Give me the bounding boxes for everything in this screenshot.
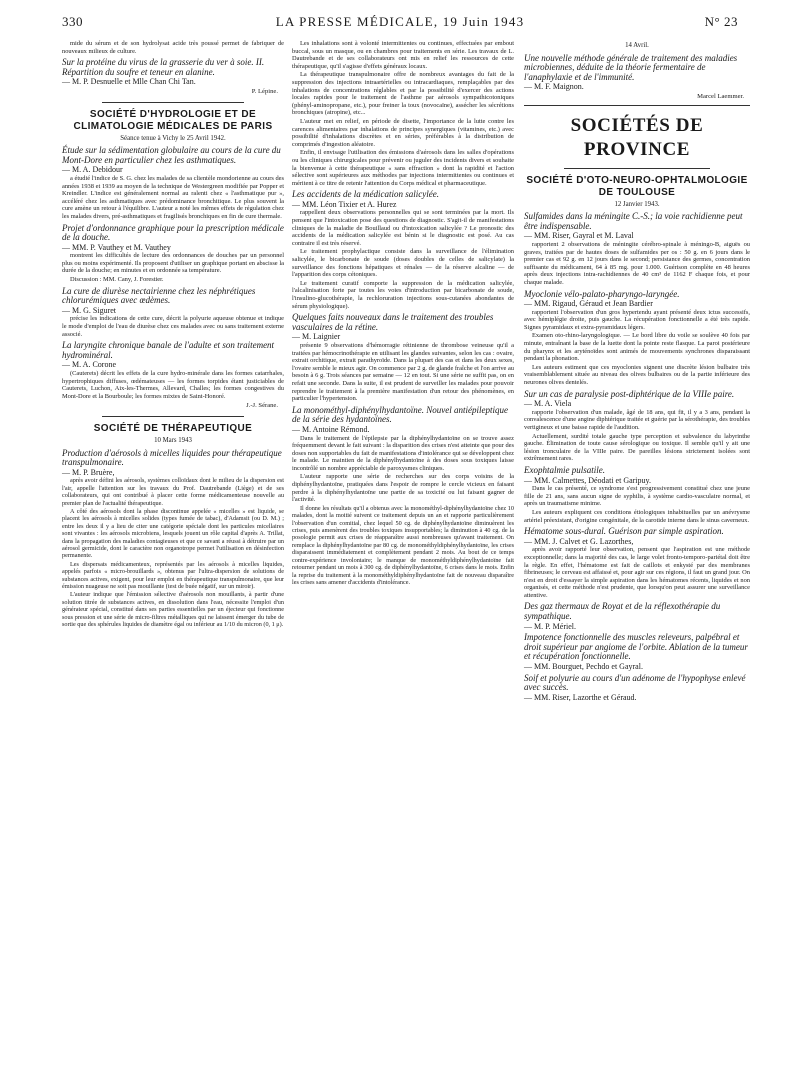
article-title: La laryngite chronique banale de l'adulte et son traitement hydrominéral. xyxy=(62,340,275,360)
article-author: — MM. Bourguet, Pechdo et Gayral. xyxy=(524,662,643,672)
journal-title: LA PRESSE MÉDICALE, 19 Juin 1943 xyxy=(275,14,525,29)
paragraph: Les dispersats médicamenteux, représentés par les aérosols à micelles liquides, appelés parfois « micro-brouillards », obtenus par l'ultra-dispersion de solutions de substances actives, exigent, pour leur emploi en thérapeutique transpulmonaire, que leur émission nuageuse ne soit pas mouillante (test de buée négatif, sur un miroir). xyxy=(62,560,284,591)
article-author: — MM. Rigaud, Géraud et Jean Bardier xyxy=(524,299,653,309)
paragraph: montrent les difficultés de lecture des ordonnances de douches par un personnel plus ou moins expérimenté. Ils proposent d'utiliser un graphique portant en abscisse la durée de la douche; en minutes et en ordonnée sa température. xyxy=(62,252,284,275)
page-number: 330 xyxy=(62,14,83,29)
paragraph: Dans le cas présenté, ce syndrome s'est progressivement constitué chez une jeune fille de 21 ans, sans aucun signe de syphilis, à système cardio-vasculaire normal, et après un traumatisme minime. xyxy=(524,485,750,508)
paragraph: après avoir rapporté leur observation, pensent que l'aspiration est une méthode exceptionnelle; dans la majorité des cas, le large volet fronto-temporo-pariétal doit être la règle. En effet, l'hématome est fait de caillots et enkysté par des membranes fibrineuses; le cerveau est affaissé et, pour agir sur ces régions, il faut un grand jour. On n'est en droit d'essayer la simple aspiration dans les hématomes récents, liquides et non organisés, et cette méthode n'est prudente, que lorsqu'on peut assurer une surveillance attentive. xyxy=(524,546,750,599)
paragraph: rappellent deux observations personnelles qui se sont terminées par la mort. Ils pensent que l'intoxication pose des questions de diagnostic. S'agit-il de manifestations cliniques de la maladie de Bouillaud ou d'intoxication salicylée ? Le pronostic des accidents de la médication salicylée est bénin si le diagnostic est posé. Au cas contraire il est très réservé. xyxy=(292,209,514,247)
divider xyxy=(102,102,244,103)
paragraph: L'auteur rapporte une série de recherches sur des corps voisins de la diphénylhydantoïne, pratiquées dans l'espoir de rompre le cercle vicieux en faisant perdre à la diphénylhydantoïne une partie de sa toxicité ou lui faisant gagner de l'activité. xyxy=(292,473,514,504)
article-author: — MM. P. Vauthey et M. Vauthey xyxy=(62,242,171,252)
article-author: — M. G. Siguret xyxy=(62,305,116,315)
divider xyxy=(102,416,244,417)
article-title: Les accidents de la médication salicylée. xyxy=(292,189,439,200)
paragraph: (Cauterets) décrit les effets de la cure hydro-minérale dans les formes catarrhales, hypertrophiques diffuses, œdémateuses — les formes torpides étant justiciables de Cauterets, Luchon, Aix-les-Thermes, Allevard, Challes; les formes congestives du Mont-Dore et la Bourboule; les formes mixtes de Saint-Honoré. xyxy=(62,370,284,400)
paragraph: Dans le traitement de l'épilepsie par la diphénylhydantoïne on se trouve assez fréquemment devant le fait suivant : la disparition des crises n'est atteinte que pour des doses non supportables du fait de manifestations d'intolérance qui se développent chez le malade. Le maintien de la diphénylhydantoïne à des doses sous toxiques laisse incontrôlé un nombre appréciable de paroxysmes cliniques. xyxy=(292,434,514,472)
article-title: Sulfamides dans la méningite C.-S.; la voie rachidienne peut être indispensable. xyxy=(524,211,743,231)
paragraph: Le traitement curatif comporte la suppression de la médication salicylée, l'alcalinisation forte par toutes les voies d'introduction par bicarbonate de soude, l'insulino-glucothérapie, la rechloruration injections sous-cutanées abondantes de sérum physiologique). xyxy=(292,279,514,310)
article-author: — MM. Riser, Gayral et M. Laval xyxy=(524,231,634,241)
article-title: Une nouvelle méthode générale de traitement des maladies microbiennes, déduite de la théorie fermentaire de l'anaphylaxie et de l'immunité. xyxy=(524,52,738,82)
article-title: Soif et polyurie au cours d'un adénome de l'hypophyse enlevé avec succès. xyxy=(524,672,746,693)
signature: Marcel Laemmer. xyxy=(697,92,744,100)
article-title: Sur un cas de paralysie post-diphtérique de la VIIIe paire. xyxy=(524,388,735,399)
paragraph: La thérapeutique transpulmonaire offre de nombreux avantages du fait de la suppression des injections intraartérielles ou intracardiaques, remplaçables par des inhalations de concentrations réglables et par la possibilité d'exercer des actions locales rapides pour le traitement de l'asthme par aérosols sympathicotoniques (phényl-aminopropane, etc.), pour freiner la toux (novocaïne), assécher les sécrétions bronchiques (atropine), etc... xyxy=(292,71,514,117)
paragraph: A côté des aérosols dont la phase discontinue appelée « micelles » est liquide, se placent les aérosols à micelles solides (types fumée de tabac), d'Adamsit (ou D. M.) ; entre les deux il y a lieu de citer une catégorie spéciale dont les particules micellaires sont vivantes : les aérosols microbiens, lesquels jouent un rôle capital d'après A. Trillat, dans la propagation des maladies contagieuses et que ce savant a réussi à détruire par un aérosol germicide, dont le caractère non organotrope permet l'utilisation en désinfection permanente. xyxy=(62,507,284,560)
column-left xyxy=(62,40,284,629)
session-date: 12 Janvier 1943. xyxy=(614,200,660,208)
article-author: — M. Antoine Rémond. xyxy=(292,424,370,434)
article-title: Des gaz thermaux de Royat et de la réflexothérapie du sympathique. xyxy=(524,601,721,622)
paragraph: Il donne les résultats qu'il a obtenus avec la monométhyl-diphénylhydantoïne chez 10 malades, dont la moitié suivent ce traitement depuis un an et rapporte particulièrement l'observation d'un comitial, chez lequel 50 cg. de diphénylhydantoïne diminuèrent les crises, puis amenèrent des troubles toxiques insupportables; la diminution à 40 cg. de la posologie permit aux crises de réapparaître aussi nombreuses qu'avant traitement. On remplace la diphénylhydantoïne par 80 cg. de monométhyldiphénylhydantoïne, les crises disparaissent immédiatement et complètement pendant 2 mois. Au bout de ce temps contre-expérience involontaire; le manque de monométhyldiphénylhydantoïne fait retourner pendant un mois à 300 cg. de diphénylhydantoïne, 6 crises dans le mois. Enfin la reprise du traitement à la monométhyldiphénylhydantoïne fait de nouveau disparaître les crises sans amener d'accidents d'intolérance. xyxy=(292,504,514,586)
paragraph: mide du sérum et de son hydrolysat acide très poussé permet de fabriquer de nouveaux milieux de culture. xyxy=(62,40,284,55)
article-author: — M. P. Desnuelle et Mlle Chan Chi Tan. xyxy=(62,77,196,87)
article-author: — M. F. Maignon. xyxy=(524,82,584,92)
divider xyxy=(524,105,750,106)
article-title: Myoclonie vélo-palato-pharyngo-laryngée. xyxy=(524,288,680,299)
paragraph: précise les indications de cette cure, décrit la polyurie aqueuse obtenue et indique le mode d'emploi de l'eau de diurèse chez ces malades avec ou sans traitement externe associé. xyxy=(62,315,284,338)
article-author: — M. A. Debidour xyxy=(62,165,123,175)
column-middle xyxy=(292,40,514,587)
article-title: Sur la protéine du virus de la grasserie du ver à soie. II. Répartition du soufre et teneur en alanine. xyxy=(62,57,265,77)
article-author: — MM. J. Calvet et G. Lazorthes, xyxy=(524,536,634,546)
article-title: Hématome sous-dural. Guérison par simple aspiration. xyxy=(524,526,724,537)
section-heading: SOCIÉTÉ D'HYDROLOGIE ET DE CLIMATOLOGIE MÉDICALES DE PARIS xyxy=(73,108,273,132)
paragraph: rapporte l'observation d'un malade, âgé de 18 ans, qui fit, il y a 3 ans, pendant la convalescence d'une angine diphtérique traitée et guérie par la sérothérapie, des troubles vertigineux et une baisse rapide de l'audition. xyxy=(524,408,750,431)
paragraph: Actuellement, surdité totale gauche type perception et subvalence du labyrinthe gauche. Élimination de toute cause sérologique ou toxique. Il semble qu'il y ait une lésion tronculaire de la VIIIe paire. De pareilles lésions strictement isolées sont extrêmement rares. xyxy=(524,432,750,463)
article-author: — MM. Léon Tixier et A. Hurez xyxy=(292,199,397,209)
session-date: Séance tenue à Vichy le 25 Avril 1942. xyxy=(120,134,226,142)
article-title: La monométhyl-diphénylhydantoïne. Nouvel antiépileptique de la série des hydantoïnes. xyxy=(292,404,508,425)
article-author: — M. A. Corone xyxy=(62,360,116,370)
section-heading: SOCIÉTÉ D'OTO-NEURO-OPHTALMOLOGIE DE TOULOUSE xyxy=(526,174,748,198)
issue-number: N° 23 xyxy=(704,14,738,29)
article-title: Impotence fonctionnelle des muscles releveurs, palpébral et droit supérieur par angiome de l'orbite. Ablation de la tumeur et récupération fonctionnelle. xyxy=(524,632,748,662)
article-author: — M. P. Bruère, xyxy=(62,467,115,477)
paragraph: Examen oto-rhino-laryngologique. — Le bord libre du voile se soulève 40 fois par minute, entraînant la base de la luette dont la pointe reste flasque. La paroi postérieure du pharynx et les aryténoïdes sont animés de mouvements synchrones disparaissant pendant la phonation. xyxy=(524,332,750,363)
paragraph: après avoir défini les aérosols, systèmes colloïdaux dont le milieu de la dispersion est l'air, appelle l'attention sur les travaux du Prof. Dautrebande (Liège) et de ses collaborateurs, qui ont contribué à placer cette forme médicamenteuse nouvelle au premier plan de l'actualité thérapeutique. xyxy=(62,477,284,507)
paragraph: L'auteur met en relief, en période de disette, l'importance de la lutte contre les carences alimentaires par inhalations de principes synergiques (vitamines, etc.) avec possibilité d'inhalations discrètes et en séries, préférables à la distribution de comprimés d'ingestion aléatoire. xyxy=(292,117,514,148)
article-author: — MM. Riser, Lazorthe et Géraud. xyxy=(524,692,637,702)
article-author: — M. P. Mériel. xyxy=(524,621,576,631)
paragraph: rapportent 2 observations de méningite cérébro-spinale à méningo-B, aiguës ou graves, traitées par de hautes doses de sulfamides per os : 50 g. en 6 jours dans le premier cas et 92 g. en 12 jours dans le second; persistance des germes, concentration suffisante du médicament, 64 à 85 mg. pour 1.000. Guérison complète en 48 heures après deux injections intra-rachidiennes de 40 cm³ de 1162 F chaque fois, et pour chaque malade. xyxy=(524,240,750,286)
page-header xyxy=(62,14,738,36)
session-date: 14 Avril. xyxy=(625,42,649,49)
article-author: — MM. Calmettes, Déodati et Garipuy. xyxy=(524,475,652,485)
section-heading: SOCIÉTÉ DE THÉRAPEUTIQUE xyxy=(93,422,253,434)
column-right xyxy=(524,40,750,702)
paragraph: présente 9 observations d'hémorragie rétinienne de thrombose veineuse qu'il a traitées par hémocrinothérapie en utilisant les glandes suivantes, selon les cas : ovaire, extrait orchitique, extrait parathyroïde. Dans la plupart des cas et dans les deux sexes, l'ovaire semble le mieux agir. On commence par 2 g. de glande fraîche et l'on arrive au besoin à 6 g. Trois séances par semaine — 12 en tout. Si une série ne suffit pas, on en refait une seconde. Dans la suite, il est prudent de surveiller les malades pour pouvoir reprendre le traitement à la première manifestation d'un retour des phénomènes, en particulier l'hypertension. xyxy=(292,341,514,403)
article-author: — M. A. Viela xyxy=(524,399,572,409)
article-title: Projet d'ordonnance graphique pour la prescription médicale de la douche. xyxy=(62,222,284,243)
signature: J.-J. Sérane. xyxy=(246,402,278,410)
article-title: Étude sur la sédimentation globulaire au cours de la cure du Mont-Dore en particulier chez les asthmatiques. xyxy=(62,145,281,165)
article-title: La cure de diurèse nectairienne chez les néphrétiques chlorurémiques avec œdèmes. xyxy=(62,285,256,306)
divider xyxy=(564,168,710,169)
paragraph: Le traitement prophylactique consiste dans la surveillance de l'élimination salicylée, le bicarbonate de soude (doses doubles de celles de salicylate) la surveillance des fonctions hépatiques et rénales — de la réserve alcaline — de l'apparition des corps cétoniques. xyxy=(292,248,514,279)
article-author: — M. Laignier xyxy=(292,332,341,342)
section-banner: SOCIÉTÉS DE PROVINCE xyxy=(570,114,704,160)
paragraph: rapportent l'observation d'un gros hypertendu ayant présenté deux ictus successifs, avec hémiplégie droite, puis gauche. La récupération fonctionnelle a été très rapide. Signes pyramidaux et extra-pyramidaux légers. xyxy=(524,308,750,331)
paragraph: Les auteurs expliquent ces conditions étiologiques inhabituelles par un anévrysme artériel préexistant, d'origine congénitale, de la carotide interne dans le sinus caverneux. xyxy=(524,508,750,524)
paragraph: Enfin, il envisage l'utilisation des émissions d'aérosols dans les salles d'opérations ou les cliniques chirurgicales pour prévenir ou juguler des incidents divers et souhaite la bienvenue à cette thérapeutique « sans effraction » dont la rapidité et l'action sélective sont supérieures aux méthodes par injections intermittentes ou continues et méritent à ce titre de retenir l'attention du Corps médical et pharmaceutique. xyxy=(292,149,514,187)
article-title: Quelques faits nouveaux dans le traitement des troubles vasculaires de la rétine. xyxy=(292,312,494,332)
paragraph: Les auteurs estiment que ces myoclonies signent une discrète lésion bulbaire très vraisemblablement située au niveau des olives bulbaires ou de la partie inférieure des neurones olives dentelés. xyxy=(524,363,750,387)
session-date: 10 Mars 1943 xyxy=(154,436,192,444)
article-title: Exophtalmie pulsatile. xyxy=(524,464,605,475)
paragraph: a étudié l'indice de S. G. chez les malades de sa clientèle mondorienne au cours des années 1938 et 1939 au moyen de la technique de Westergreen modifiée par Popper et Kreindler. L'indice est généralement normal au ralenti chez « l'asthmatique pur », accéléré chez les asthmatiques avec prédominance bronchitique. Le plus souvent la cure amène un retour à l'équilibre. L'auteur a noté les mêmes effets de régulation chez les malades divers, pré-asthmatiques et fragilisés bronchiques en fin de cure thermale. xyxy=(62,174,284,220)
paragraph: Les inhalations sont à volonté intermittentes ou continues, effectuées par embout buccal, sous un masque, ou en chambres pour traitements en série. Les travaux de L. Dautrebande et de ses collaborateurs ont mis en relief les ressources de cette thérapeutique, qu'il s'agisse d'effets généraux locaux. xyxy=(292,40,514,70)
article-title: Production d'aérosols à micelles liquides pour thérapeutique transpulmonaire. xyxy=(62,447,282,468)
discussion: Discussion : MM. Cany, J. Forestier. xyxy=(70,276,164,284)
signature: P. Lépine. xyxy=(251,87,278,95)
paragraph: L'auteur indique que l'émission sélective d'aérosols non mouillants, à partir d'une solution titrée de substances actives, en dissolution dans l'eau, nécessite l'emploi d'un générateur spécial, constitué dans ses parties essentielles par un éjecteur qui fonctionne sous pression et une série de micro-filtres métalliques qui ne laissent émerger du tube de sortie que des sphérules liquides de diamètre égal ou inférieur au 1/10 du micron (0, 1 μ). xyxy=(62,591,284,629)
